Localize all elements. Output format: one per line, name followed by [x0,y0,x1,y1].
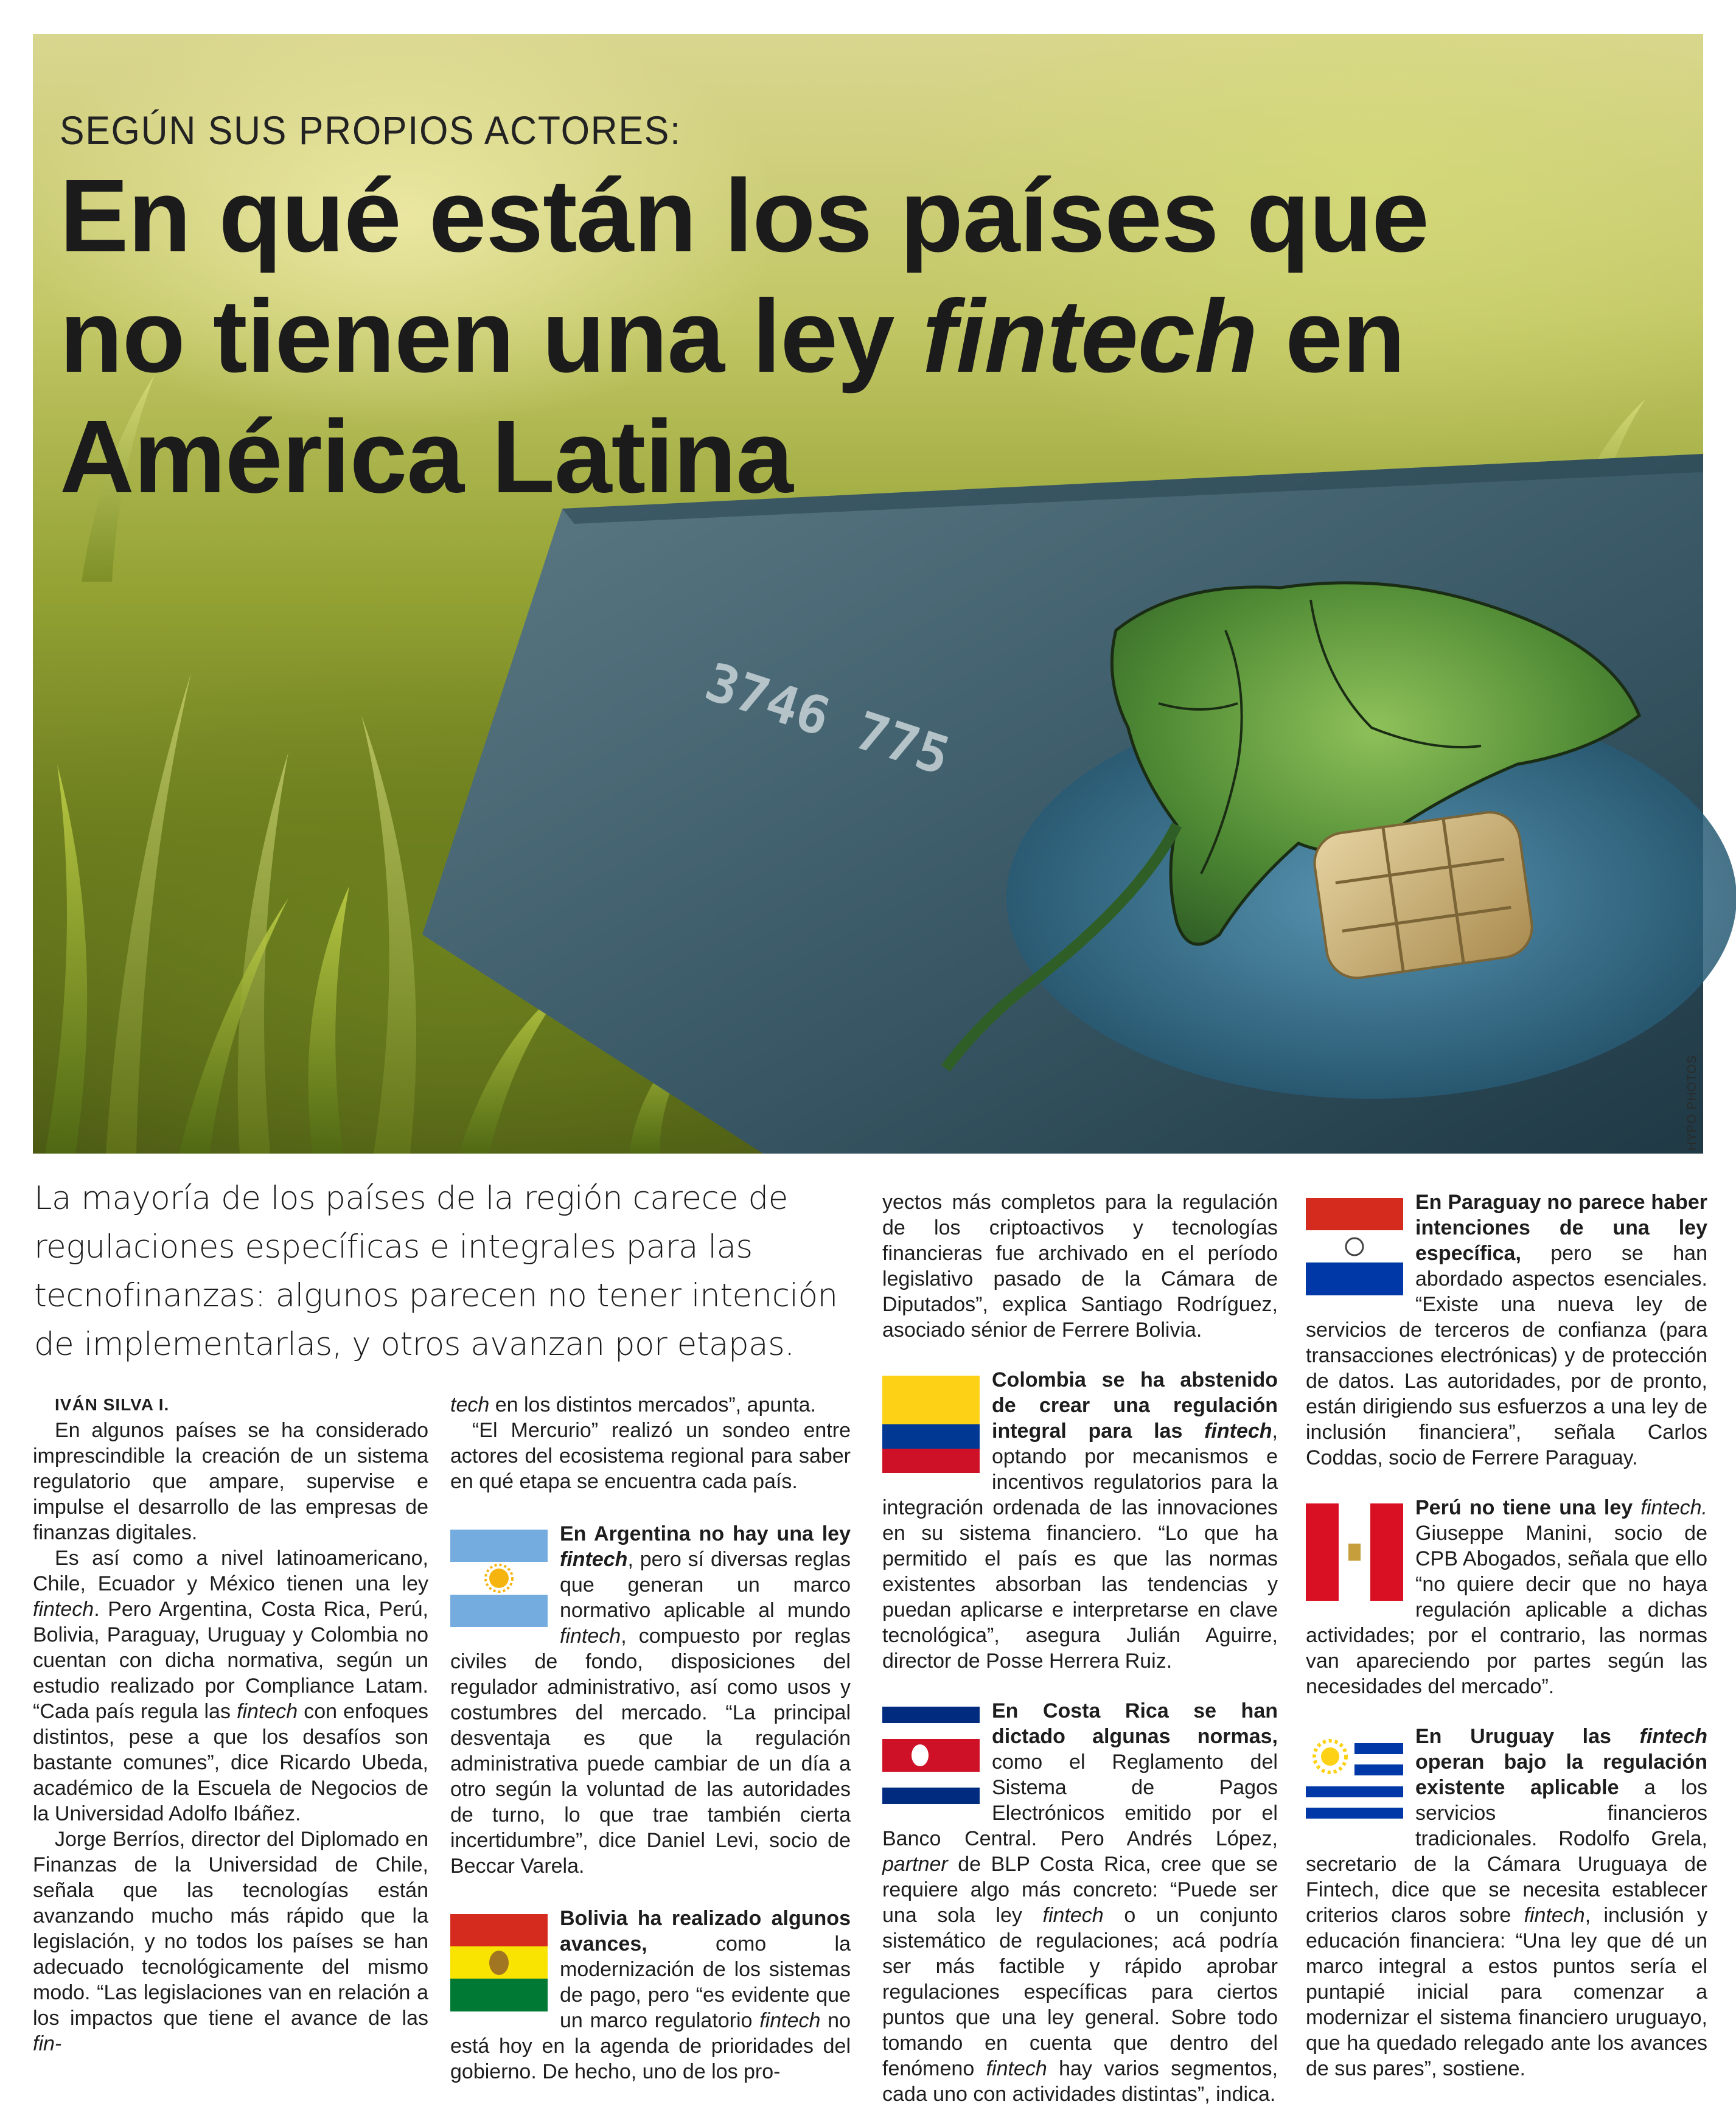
uruguay-text: En Uruguay las fintech operan bajo la regulación existente aplicable a los servicios financieros tradicionales. Rodolfo Grela, secretario de la Cámara Uruguaya de Fintech, dice que se necesita establecer criterios claros sobre fintech, inclusión y educación financiera: “Una ley que dé un marco integral a estos puntos sería el puntapié inicial para comenzar a modernizar el sistema financiero uruguayo, que ha quedado relegado ante los avances de sus pares”, sostiene. [1306,1725,1707,2080]
costa-rica-section [882,1698,1278,2107]
bolivia-text: Bolivia ha realizado algunos avances, como la modernización de los sistemas de pago, pero “es evidente que un marco regulatorio fintech no está hoy en la agenda de prioridades del gobierno. De hecho, uno de los pro- [450,1907,851,2083]
kicker: SEGÚN SUS PROPIOS ACTORES: [60,108,682,153]
hero-photo [33,34,1703,1154]
colombia-flag-icon [882,1376,980,1473]
argentina-flag-icon [450,1530,548,1627]
headline-line-1: En qué están los países que [60,158,1429,274]
col1-paragraph-2: Es así como a nivel latinoamericano, Chile, Ecuador y México tienen una ley fintech. Pero Argentina, Costa Rica, Perú, Bolivia, Paraguay, Uruguay y Colombia no cuentan con dicha normativa, según un estudio realizado por Compliance Latam. “Cada país regula las fintech con enfoques distintos, pese a que los desafíos son bastante comunes”, dice Ricardo Ubeda, académico de la Escuela de Negocios de la Universidad Adolfo Ibáñez. [33,1547,428,1825]
colombia-section [882,1367,1278,1674]
bolivia-section [450,1906,851,2084]
headline-line-2a: no tienen una ley [60,279,922,394]
colombia-text: Colombia se ha abstenido de crear una regulación integral para las fintech, optando por mecanismos e incentivos regulatorios para la integración ordenada de las innovaciones en su sistema financiero. “Lo que ha permitido el país es que las normas existentes absorban las tendencias y puedan aplicarse e interpretarse en clave tecnológica”, asegura Julián Aguirre, director de Posse Herrera Ruiz. [882,1368,1278,1673]
headline-line-3: América Latina [60,399,793,515]
argentina-text: En Argentina no hay una ley fintech, pero sí diversas reglas que generan un marco normativo aplicable al mundo fintech, compuesto por reglas civiles de fondo, disposiciones del regulador administrativo, así como usos y costumbres del mercado. “La principal desventaja es que la regulación administrativa puede cambiar de un día a otro según la voluntad de las autoridades de turno, lo que trae también cierta incertidumbre”, dice Daniel Levi, socio de Beccar Varela. [450,1522,851,1878]
uruguay-flag-icon [1306,1732,1403,1830]
uruguay-section [1306,1724,1707,2081]
column-2 [450,1392,851,2084]
paraguay-text: En Paraguay no parece haber intenciones de una ley específica, pero se han abordado aspectos esenciales. “Existe una nueva ley de servicios de terceros de confianza (para transacciones electrónicas) y de protección de datos. Las autoridades, por de pronto, están dirigiendo sus esfuerzos a una ley de inclusión financiera”, señala Carlos Coddas, socio de Ferrere Paraguay. [1306,1191,1707,1469]
lead-paragraph: La mayoría de los países de la región carece de regulaciones específicas e integrales para las tecnofinanzas: algunos parecen no tener intención de implementarlas, y otros avanzan por etapas. [34,1180,838,1363]
peru-section [1306,1495,1707,1699]
argentina-section [450,1521,851,1879]
column-4 [1306,1189,1707,2081]
column-3 [882,1189,1278,2107]
headline-line-2c: en [1257,279,1405,394]
byline: IVÁN SILVA I. [55,1395,170,1414]
peru-flag-icon [1306,1503,1403,1601]
col1-paragraph-1: En algunos países se ha considerado imprescindible la creación de un sistema regulatorio que ampare, supervise e impulse el desarrollo de las empresas de finanzas digitales. [33,1419,428,1544]
headline-line-2-italic: fintech [922,279,1258,394]
paraguay-section [1306,1189,1707,1471]
col2-paragraph-2: “El Mercurio” realizó un sondeo entre actores del ecosistema regional para saber en qué etapa se encuentra cada país. [450,1419,851,1493]
col2-paragraph-1: tech en los distintos mercados”, apunta. [450,1393,816,1416]
costa-rica-flag-icon [882,1707,980,1804]
paraguay-flag-icon [1306,1198,1403,1295]
bolivia-flag-icon [450,1914,548,2011]
peru-text: Perú no tiene una ley fintech. Giuseppe Manini, socio de CPB Abogados, señala que ello “no quiere decir que no haya regulación aplicable a dichas actividades; por el contrario, las normas van apareciendo por partes según las necesidades del mercado”. [1306,1496,1707,1698]
column-1 [33,1392,428,2057]
headline [60,156,1459,517]
col1-paragraph-3: Jorge Berríos, director del Diplomado en Finanzas de la Universidad de Chile, señala que las tecnologías están avanzando mucho más rápido que la legislación, y no todos los países se han adecuado tecnológicamente del mismo modo. “Las legislaciones van en relación a los impactos que tiene el avance de las fin- [33,1828,428,2055]
costa-rica-text: En Costa Rica se han dictado algunas normas, como el Reglamento del Sistema de Pagos Electrónicos emitido por el Banco Central. Pero Andrés López, partner de BLP Costa Rica, cree que se requiere algo más concreto: “Puede ser una sola ley fintech o un conjunto sistemático de regulaciones; acá podría ser más factible y rápido aprobar regulaciones específicas para ciertos puntos que una ley general. Sobre todo tomando en cuenta que dentro del fenómeno fintech hay varios segmentos, cada uno con actividades distintas”, indica. [882,1699,1278,2106]
col3-paragraph-1: yectos más completos para la regulación de los criptoactivos y tecnologías financieras fue archivado en el período legislativo pasado de la Cámara de Diputados”, explica Santiago Rodríguez, asociado sénior de Ferrere Bolivia. [882,1191,1278,1342]
photo-credit: HYPO PHOTOS [1685,1054,1699,1151]
card-number: 3746 775 [698,651,957,787]
